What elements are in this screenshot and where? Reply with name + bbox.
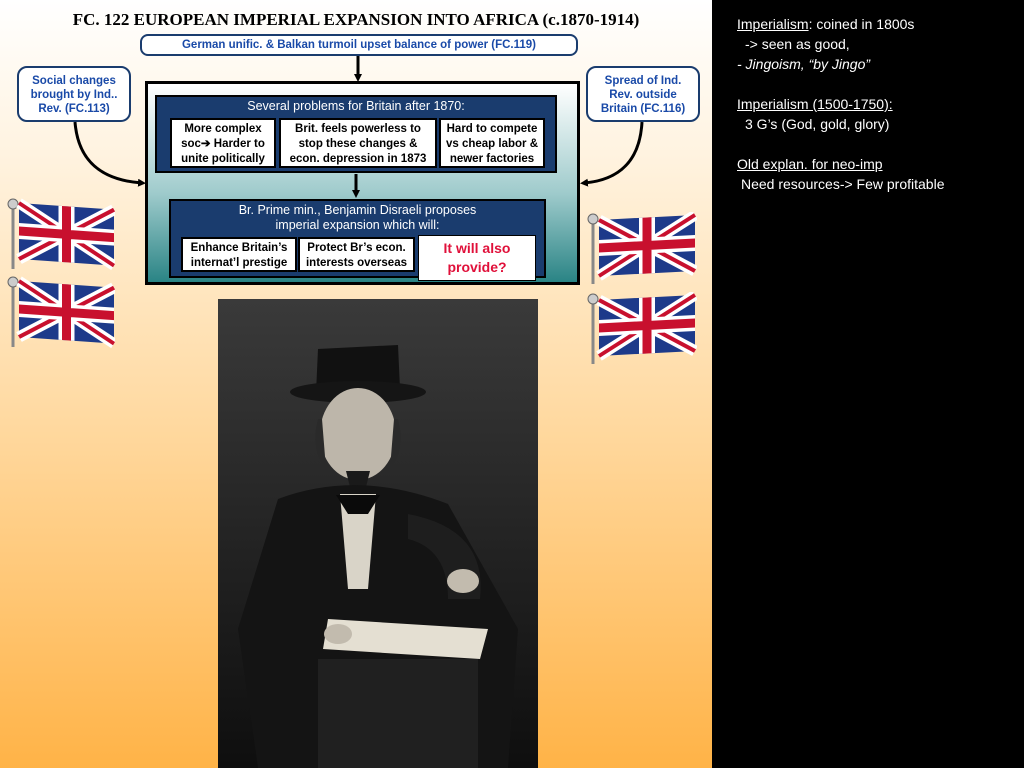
- slide-title: FC. 122 EUROPEAN IMPERIAL EXPANSION INTO AFRICA (c.1870-1914): [72, 10, 640, 29]
- problems-heading: Several problems for Britain after 1870:: [247, 99, 465, 113]
- goal-2-line-2: interests overseas: [305, 257, 407, 269]
- social-line-3: Rev. (FC.113): [38, 103, 110, 115]
- note-imperialism-rest: : coined in 1800s: [808, 16, 915, 32]
- disraeli-heading-1: Br. Prime min., Benjamin Disraeli proposes: [238, 203, 477, 217]
- union-jack-flag-icon: [585, 212, 697, 287]
- spread-line-1: Spread of Ind.: [604, 75, 682, 87]
- union-jack-flag-icon: [585, 292, 697, 367]
- right-arrow-icon: ➔: [200, 138, 211, 150]
- curved-arrow-left: [75, 122, 142, 183]
- problem-2-line-3: econ. depression in 1873: [289, 153, 427, 165]
- speaker-notes: [737, 14, 1017, 194]
- disraeli-portrait-photo: [218, 299, 538, 768]
- note-old-explanation: Old explan. for neo-imp: [737, 156, 883, 172]
- social-line-2: brought by Ind..: [30, 89, 118, 101]
- note-imperialism-1500: Imperialism (1500-1750):: [737, 96, 893, 112]
- problem-1-soc: soc: [181, 138, 201, 150]
- spread-line-2: Rev. outside: [609, 89, 677, 101]
- social-line-1: Social changes: [32, 75, 116, 87]
- problem-3-line-2: vs cheap labor &: [445, 138, 539, 150]
- german-unification-box: German unific. & Balkan turmoil upset balance of power (FC.119): [140, 34, 578, 56]
- goal-2-line-1: Protect Br’s econ.: [307, 242, 406, 254]
- problem-1-line-1: More complex: [184, 123, 262, 135]
- goal-1-line-2: internat’l prestige: [190, 257, 288, 269]
- union-jack-flag-icon: [5, 275, 115, 350]
- question-line-1: It will also: [443, 240, 511, 256]
- note-imperialism: [737, 14, 1017, 34]
- note-imperialism-term: Imperialism: [737, 16, 809, 32]
- problem-3-line-3: newer factories: [449, 153, 535, 165]
- problem-2-line-2: stop these changes &: [298, 138, 418, 150]
- spread-line-3: Britain (FC.116): [600, 103, 686, 115]
- note-seen-as-good: -> seen as good,: [745, 36, 850, 52]
- problem-3-line-1: Hard to compete: [446, 123, 538, 135]
- note-need-resources: Need resources-> Few profitable: [741, 176, 945, 192]
- problem-1-line-3: unite politically: [181, 153, 265, 165]
- union-jack-flag-icon: [5, 197, 115, 272]
- question-line-2: provide?: [447, 259, 507, 275]
- curved-arrow-right: [584, 122, 642, 183]
- note-jingoism: - Jingoism, “by Jingo”: [737, 56, 871, 72]
- problem-2-line-1: Brit. feels powerless to: [295, 123, 421, 135]
- disraeli-heading-2: imperial expansion which will:: [275, 218, 440, 232]
- goal-1-line-1: Enhance Britain’s: [190, 242, 288, 254]
- problem-1-harder: Harder to: [210, 138, 265, 150]
- note-three-gs: 3 G’s (God, gold, glory): [745, 116, 890, 132]
